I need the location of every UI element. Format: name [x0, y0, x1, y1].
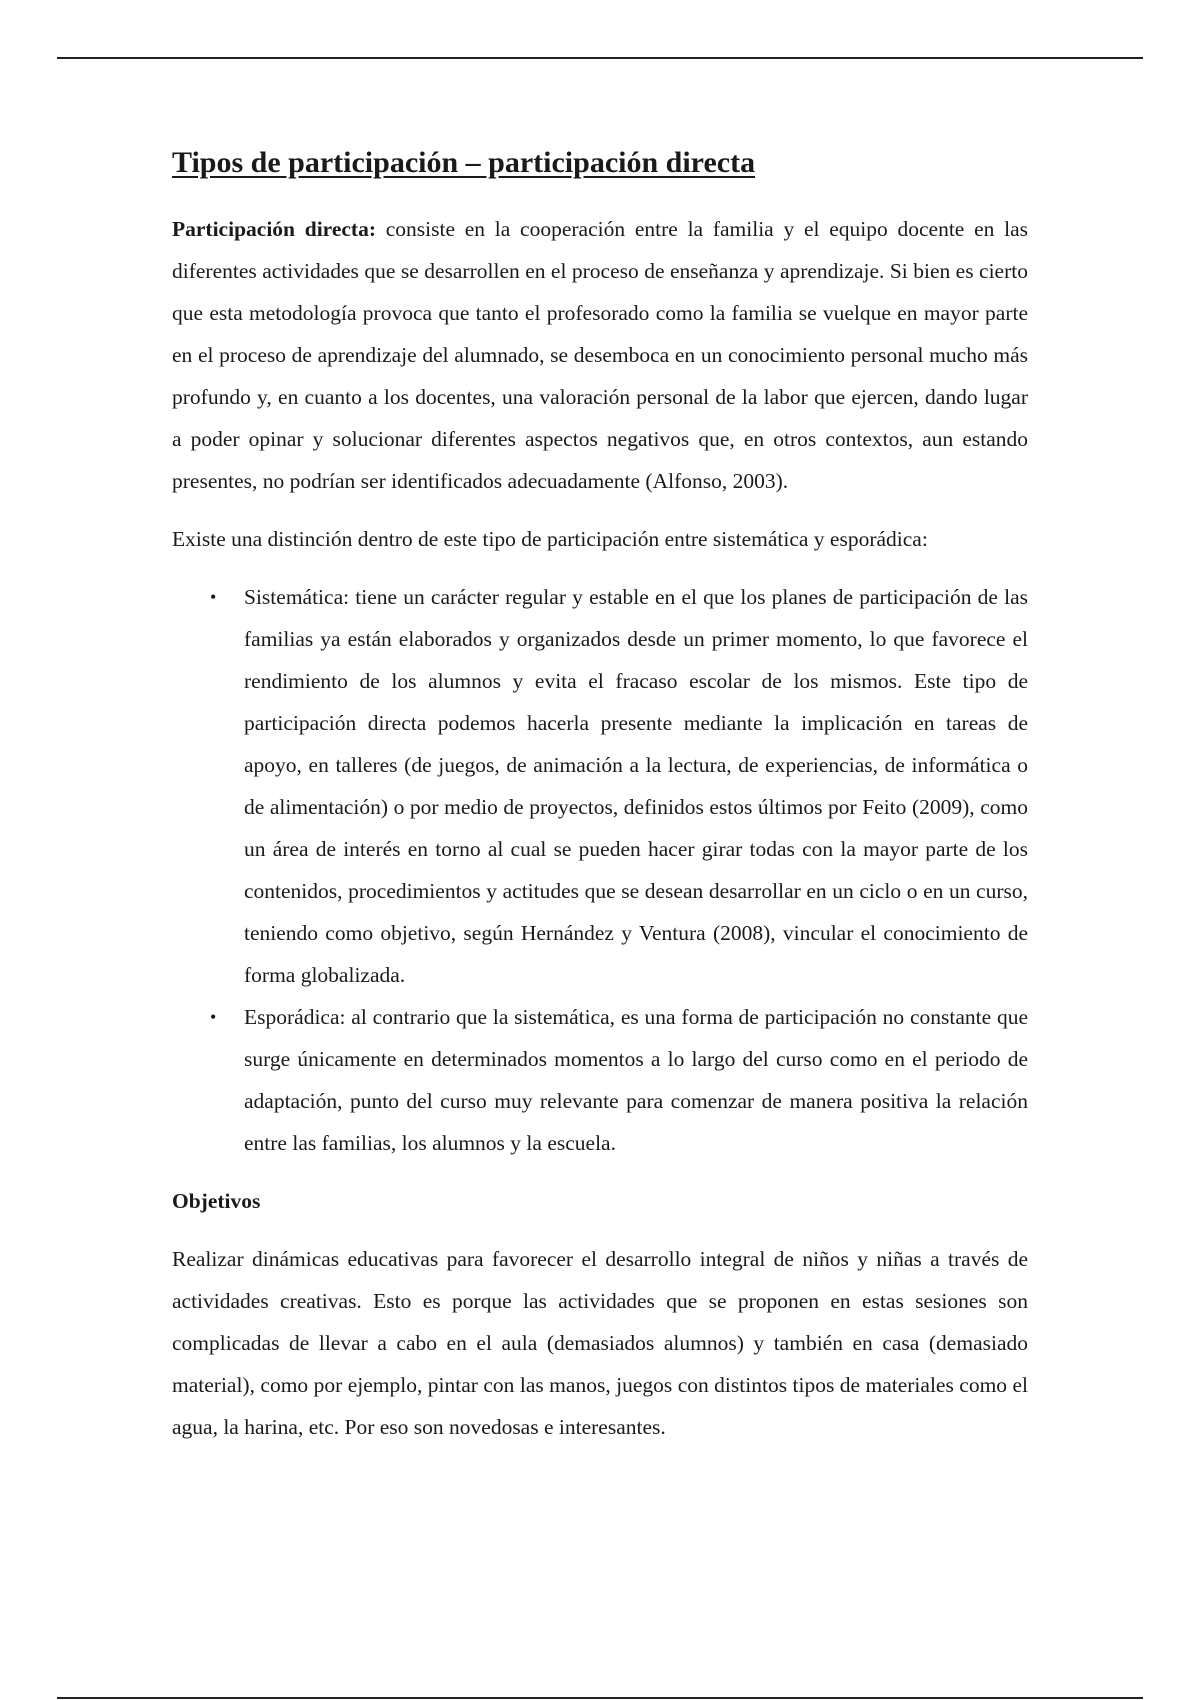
- objectives-heading: Objetivos: [172, 1189, 261, 1213]
- bottom-rule: [57, 1697, 1143, 1699]
- bullet-icon: •: [210, 1007, 217, 1027]
- document-body: [172, 140, 1028, 1464]
- participation-types-list: [172, 576, 1028, 1164]
- page-title: Tipos de participación – participación directa: [172, 146, 756, 179]
- list-item-esporadica: [172, 996, 1028, 1164]
- list-item-text: Sistemática: tiene un carácter regular y estable en el que los planes de participación de las familias ya están elaborados y organizados desde un primer momento, lo que favorece el rendimiento de los alumnos y evita el fracaso escolar de los mismos. Este tipo de participación directa podemos hacerla presente mediante la implicación en tareas de apoyo, en talleres (de juegos, de animación a la lectura, de experiencias, de informática o de alimentación) o por medio de proyectos, definidos estos últimos por Feito (2009), como un área de interés en torno al cual se pueden hacer girar todas con la mayor parte de los contenidos, procedimientos y actitudes que se desean desarrollar en un ciclo o en un curso, teniendo como objetivo, según Hernández y Ventura (2008), vincular el conocimiento de forma globalizada.: [244, 585, 1028, 987]
- intro-lead: Participación directa:: [172, 217, 376, 241]
- list-item-sistematica: [172, 576, 1028, 996]
- bullet-icon: •: [210, 587, 217, 607]
- objectives-paragraph: Realizar dinámicas educativas para favorecer el desarrollo integral de niños y niñas a través de actividades creativas. Esto es porque las actividades que se proponen en estas sesiones son complicadas de llevar a cabo en el aula (demasiados alumnos) y también en casa (demasiado material), como por ejemplo, pintar con las manos, juegos con distintos tipos de materiales como el agua, la harina, etc. Por eso son novedosas e interesantes.: [172, 1247, 1028, 1439]
- list-item-text: Esporádica: al contrario que la sistemática, es una forma de participación no constante que surge únicamente en determinados momentos a lo largo del curso como en el periodo de adaptación, punto del curso muy relevante para comenzar de manera positiva la relación entre las familias, los alumnos y la escuela.: [244, 1005, 1028, 1155]
- top-rule: [57, 57, 1143, 59]
- intro-text: consiste en la cooperación entre la familia y el equipo docente en las diferentes actividades que se desarrollen en el proceso de enseñanza y aprendizaje. Si bien es cierto que esta metodología provoca que tanto el profesorado como la familia se vuelque en mayor parte en el proceso de aprendizaje del alumnado, se desemboca en un conocimiento personal mucho más profundo y, en cuanto a los docentes, una valoración personal de la labor que ejercen, dando lugar a poder opinar y solucionar diferentes aspectos negativos que, en otros contextos, aun estando presentes, no podrían ser identificados adecuadamente (Alfonso, 2003).: [172, 217, 1029, 493]
- distinction-paragraph: Existe una distinción dentro de este tipo de participación entre sistemática y esporádica:: [172, 527, 928, 551]
- intro-paragraph: [172, 208, 1028, 502]
